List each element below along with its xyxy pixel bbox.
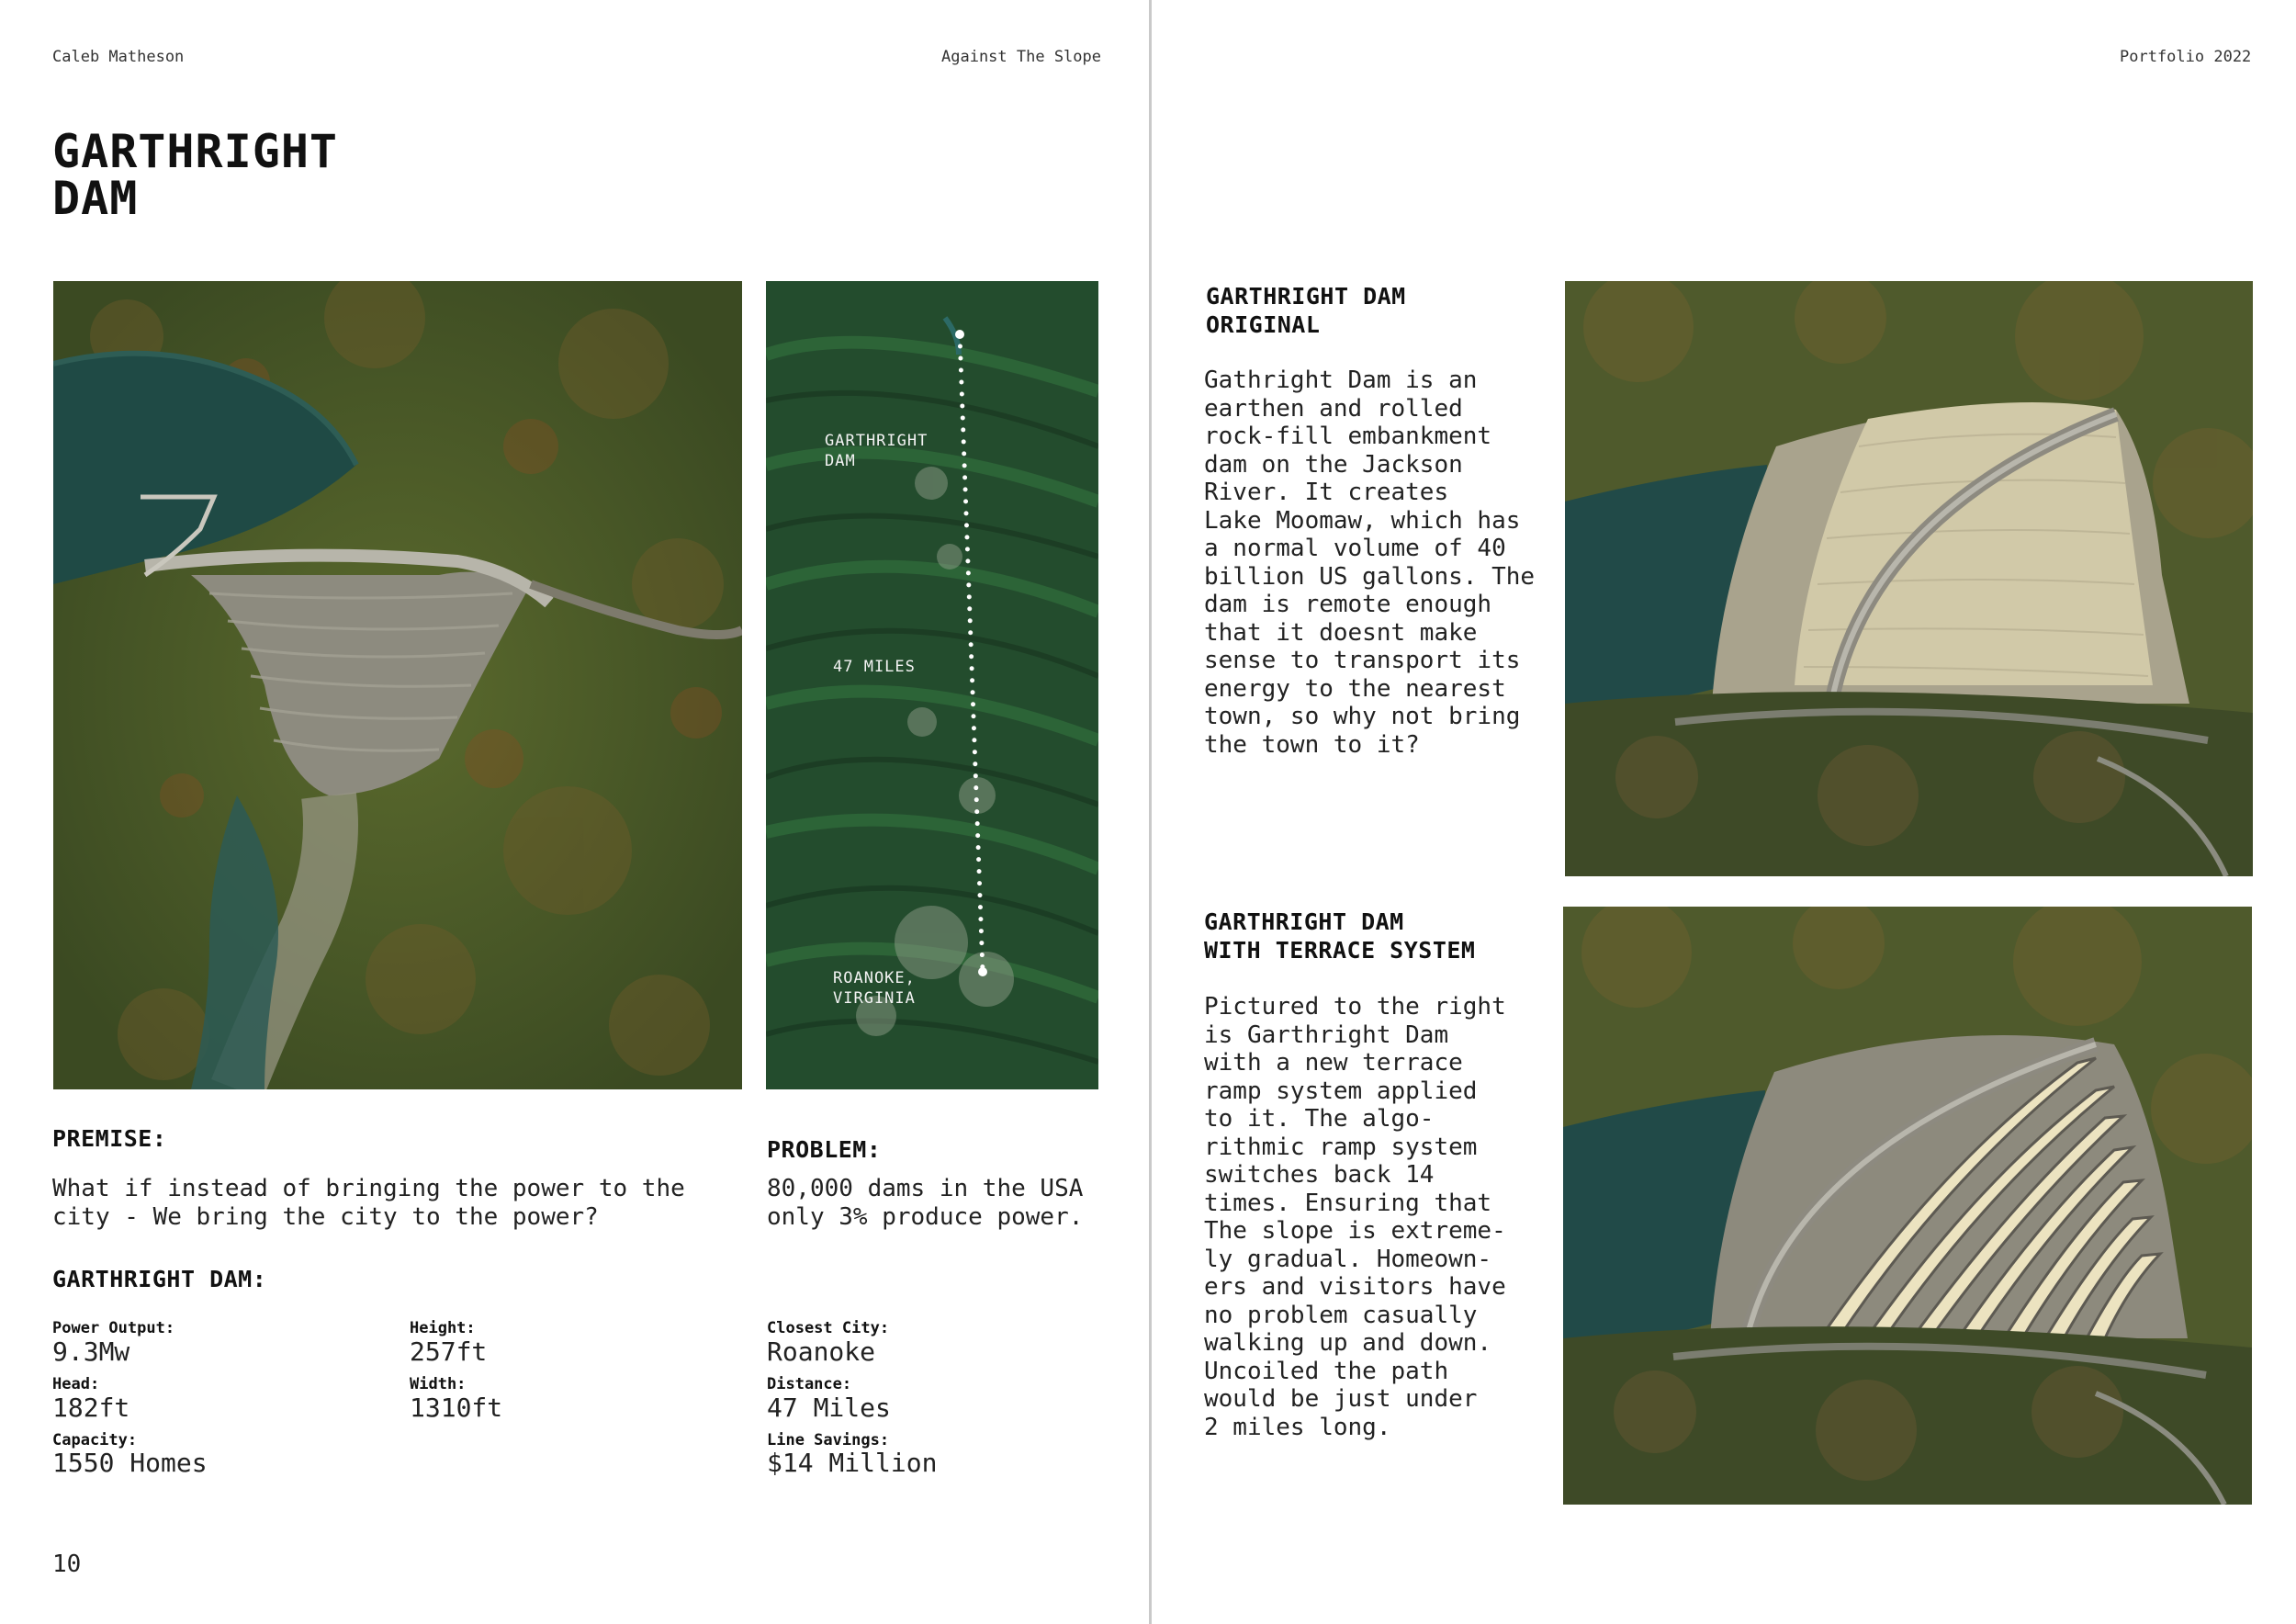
width-value: 1310ft [410, 1393, 503, 1423]
map-label-city: ROANOKE, VIRGINIA [833, 969, 916, 1008]
spread-divider [1149, 0, 1152, 1624]
power-output-label: Power Output: [52, 1319, 175, 1337]
problem-heading: PROBLEM: [767, 1136, 882, 1163]
terrace-text: Pictured to the right is Garthright Dam with a new terrace ramp system applied to it. The algo- rithmic ramp system switches back 14 times. Ensuring that The slope is extreme- ly gradual. Homeown- ers and visitors have no problem casually walking up and down. Uncoiled the path would be just under 2 miles long. [1204, 993, 1506, 1441]
dam-terrace-render [1563, 907, 2252, 1505]
capacity-label: Capacity: [52, 1431, 138, 1449]
page-number: 10 [52, 1551, 82, 1578]
distance-label: Distance: [767, 1375, 852, 1393]
closest-city-value: Roanoke [767, 1336, 876, 1367]
original-text: Gathright Dam is an earthen and rolled rock-fill embankment dam on the Jackson River. It creates Lake Moomaw, which has a normal volume of 40 billion US gallons. The dam is remote enough that it doesnt make sense to transport its energy to the nearest town, so why not bring the town to it? [1204, 367, 1536, 759]
terrace-heading: GARTHRIGHT DAM WITH TERRACE SYSTEM [1204, 908, 1476, 964]
head-label: Head: [52, 1375, 100, 1393]
head-value: 182ft [52, 1393, 130, 1423]
problem-text: 80,000 dams in the USA only 3% produce power. [767, 1175, 1084, 1231]
capacity-value: 1550 Homes [52, 1448, 208, 1478]
distance-value: 47 Miles [767, 1393, 891, 1423]
line-savings-label: Line Savings: [767, 1431, 890, 1449]
dam-stats-heading: GARTHRIGHT DAM: [52, 1266, 267, 1292]
dam-aerial-photo [53, 281, 742, 1089]
height-label: Height: [410, 1319, 476, 1337]
route-map [766, 281, 1098, 1089]
original-heading: GARTHRIGHT DAM ORIGINAL [1206, 283, 1406, 338]
project-title: Against The Slope [941, 48, 1101, 66]
premise-heading: PREMISE: [52, 1125, 167, 1152]
width-label: Width: [410, 1375, 467, 1393]
page-title: GARTHRIGHT DAM [52, 125, 339, 225]
map-label-distance: 47 MILES [833, 658, 916, 676]
dam-original-render [1565, 281, 2253, 876]
height-value: 257ft [410, 1336, 488, 1367]
premise-text: What if instead of bringing the power to the city - We bring the city to the power? [52, 1175, 685, 1231]
map-label-dam: GARTHRIGHT DAM [825, 432, 929, 470]
line-savings-value: $14 Million [767, 1448, 938, 1478]
author-name: Caleb Matheson [52, 48, 185, 66]
portfolio-label: Portfolio 2022 [2120, 48, 2252, 66]
power-output-value: 9.3Mw [52, 1336, 130, 1367]
closest-city-label: Closest City: [767, 1319, 890, 1337]
